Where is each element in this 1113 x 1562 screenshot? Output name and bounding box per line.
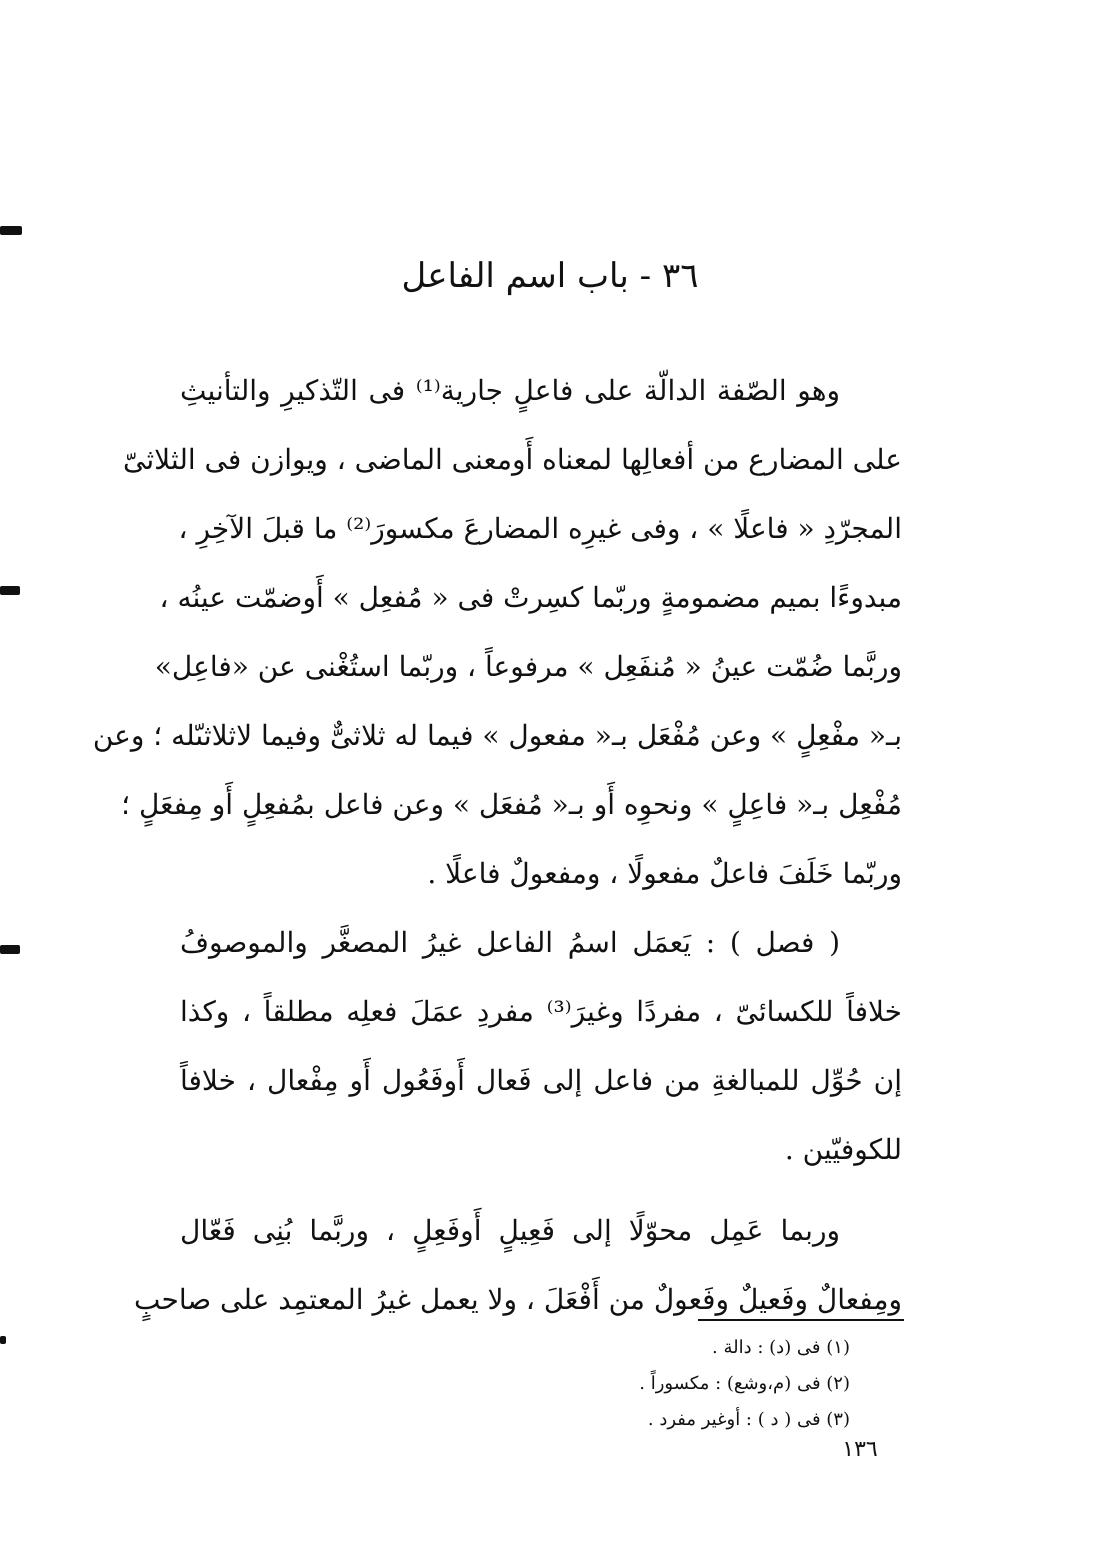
text-line: وهو الصّفة الدالّة على فاعلٍ جارية⁽¹⁾ فى التّذكيرِ والتأنيثِ: [180, 374, 840, 407]
text-line: ومِفعالٌ وفَعيلٌ وفَعولٌ من أَفْعَلَ ، ولا يعمل غيرُ المعتمِد على صاحبٍ: [134, 1283, 902, 1316]
chapter-title: ٣٦ - باب اسم الفاعل: [401, 256, 699, 296]
text-line: بـ« مفْعِلٍ » وعن مُفْعَل بـ« مفعول » فيما له ثلاثىٌّ وفيما لاثلاثىّله ؛ وعن: [92, 719, 902, 752]
scan-edge-mark: [0, 945, 20, 954]
page-number: ١٣٦: [842, 1437, 878, 1462]
text-line: خلافاً للكسائىّ ، مفردًا وغيرَ⁽³⁾ مفردِ عمَلَ فعلِه مطلقاً ، وكذا: [180, 995, 902, 1028]
scan-edge-mark: [0, 586, 20, 595]
scan-edge-mark: [0, 226, 22, 235]
text-line: مبدوءًا بميم مضمومةٍ وربّما كسِرتْ فى « مُفعِل » أَوضمّت عينُه ،: [159, 581, 902, 614]
text-line: ( فصل ) : يَعمَل اسمُ الفاعل غيرُ المصغَّر والموصوفُ: [180, 926, 840, 959]
footnotes: [560, 1330, 850, 1438]
footnote-divider: [698, 1319, 904, 1321]
scan-edge-mark: [0, 1336, 6, 1344]
text-line: إن حُوِّل للمبالغةِ من فاعل إلى فَعال أَوفَعُول أَو مِفْعال ، خلافاً: [180, 1064, 902, 1097]
text-line: مُفْعِل بـ« فاعِلٍ » ونحوِه أَو بـ« مُفعَل » وعن فاعل بمُفعِلٍ أَو مِفعَلٍ ؛: [121, 788, 902, 821]
text-line: وربّما خَلَفَ فاعلٌ مفعولًا ، ومفعولٌ فاعلًا .: [427, 857, 902, 890]
text-line: وربما عَمِل محوّلًا إلى فَعِيلٍ أَوفَعِلٍ ، وربَّما بُنِى فَعّال: [180, 1214, 840, 1247]
text-line: على المضارع من أفعالِها لمعناه أَومعنى الماضى ، ويوازن فى الثلاثىّ: [123, 443, 902, 476]
text-line: للكوفيّين .: [784, 1133, 902, 1166]
footnote: (١) فى (د) : دالة .: [712, 1337, 850, 1358]
body-text: [92, 356, 902, 1334]
text-line: المجرّدِ « فاعلًا » ، وفى غيرِه المضارعَ مكسورَ⁽²⁾ ما قبلَ الآخِرِ ،: [178, 512, 902, 545]
text-line: وربَّما ضُمّت عينُ « مُنفَعِل » مرفوعاً ، وربّما استُغْنى عن «فاعِل»: [154, 650, 902, 683]
footnote: (٢) فى (م،وشع) : مكسوراً .: [639, 1373, 850, 1394]
footnote: (٣) فى ( د ) : أوغير مفرد .: [647, 1409, 850, 1430]
paragraph-gap: [180, 1184, 902, 1196]
